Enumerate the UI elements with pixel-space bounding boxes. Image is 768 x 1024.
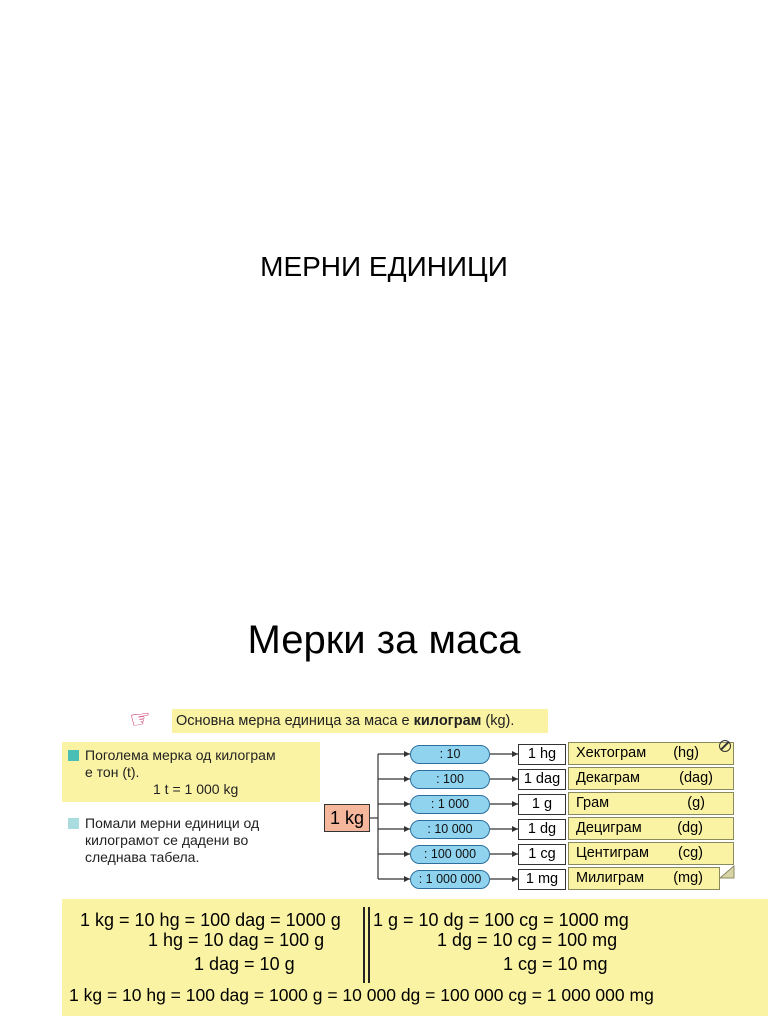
pointing-hand-icon: ☞ — [127, 704, 154, 735]
unit-abbr: (cg) — [678, 845, 703, 861]
no-sign-icon — [719, 740, 731, 752]
unit-name-row — [568, 767, 734, 790]
section-title: Мерки за маса — [247, 618, 521, 662]
divisor-pill: : 1 000 000 — [410, 870, 490, 889]
smaller-line2: килограмот се дадени во — [85, 832, 249, 848]
smaller-line3: следнава табела. — [85, 849, 200, 865]
unit-name: Дециграм — [576, 820, 642, 836]
intro-text: Основна мерна единица за маса е — [176, 713, 414, 729]
divisor-pill: : 1 000 — [410, 795, 490, 814]
unit-name-row — [568, 867, 720, 890]
intro-bold: килограм — [413, 713, 482, 729]
base-unit-box: 1 kg — [324, 804, 370, 832]
equation-right-2: 1 dg = 10 cg = 100 mg — [437, 930, 618, 950]
unit-box: 1 mg — [518, 869, 566, 890]
unit-abbr: (g) — [687, 795, 705, 811]
larger-line1: Поголема мерка од килограм — [85, 747, 276, 763]
divisor-pill: : 100 — [410, 770, 490, 789]
unit-name: Центиграм — [576, 845, 649, 861]
equation-left-3: 1 dag = 10 g — [194, 954, 295, 974]
equation-right-3: 1 cg = 10 mg — [503, 954, 608, 974]
unit-box: 1 dag — [518, 769, 566, 790]
smaller-line1: Помали мерни единици од — [85, 815, 260, 831]
equation-left-1: 1 kg = 10 hg = 100 dag = 1000 g — [80, 910, 341, 930]
unit-name-row — [568, 817, 734, 840]
unit-name: Декаграм — [576, 770, 640, 786]
divider-line — [363, 907, 365, 983]
divisor-pill: : 10 000 — [410, 820, 490, 839]
unit-name-row — [568, 742, 734, 765]
larger-formula: 1 t = 1 000 kg — [153, 781, 239, 797]
unit-name: Милиграм — [576, 870, 645, 886]
unit-abbr: (dg) — [677, 820, 703, 836]
unit-abbr: (dag) — [679, 770, 713, 786]
intro-tail: (kg). — [481, 713, 515, 729]
unit-name-row — [568, 842, 734, 865]
unit-name: Грам — [576, 795, 610, 811]
unit-box: 1 dg — [518, 819, 566, 840]
unit-box: 1 g — [518, 794, 566, 815]
divisor-pill: : 10 — [410, 745, 490, 764]
equation-left-2: 1 hg = 10 dag = 100 g — [148, 930, 325, 950]
unit-box: 1 cg — [518, 844, 566, 865]
larger-line2: е тон (t). — [85, 764, 140, 780]
unit-name: Хектограм — [576, 745, 647, 761]
unit-name-row — [568, 792, 734, 815]
equation-right-1: 1 g = 10 dg = 100 cg = 1000 mg — [373, 910, 629, 930]
page-title: МЕРНИ ЕДИНИЦИ — [260, 251, 508, 282]
divider-line — [368, 907, 370, 983]
divisor-pill: : 100 000 — [410, 845, 490, 864]
unit-abbr: (mg) — [673, 870, 703, 886]
equation-full: 1 kg = 10 hg = 100 dag = 1000 g = 10 000 dg = 100 000 cg = 1 000 000 mg — [69, 985, 654, 1005]
unit-abbr: (hg) — [673, 745, 699, 761]
unit-box: 1 hg — [518, 744, 566, 765]
